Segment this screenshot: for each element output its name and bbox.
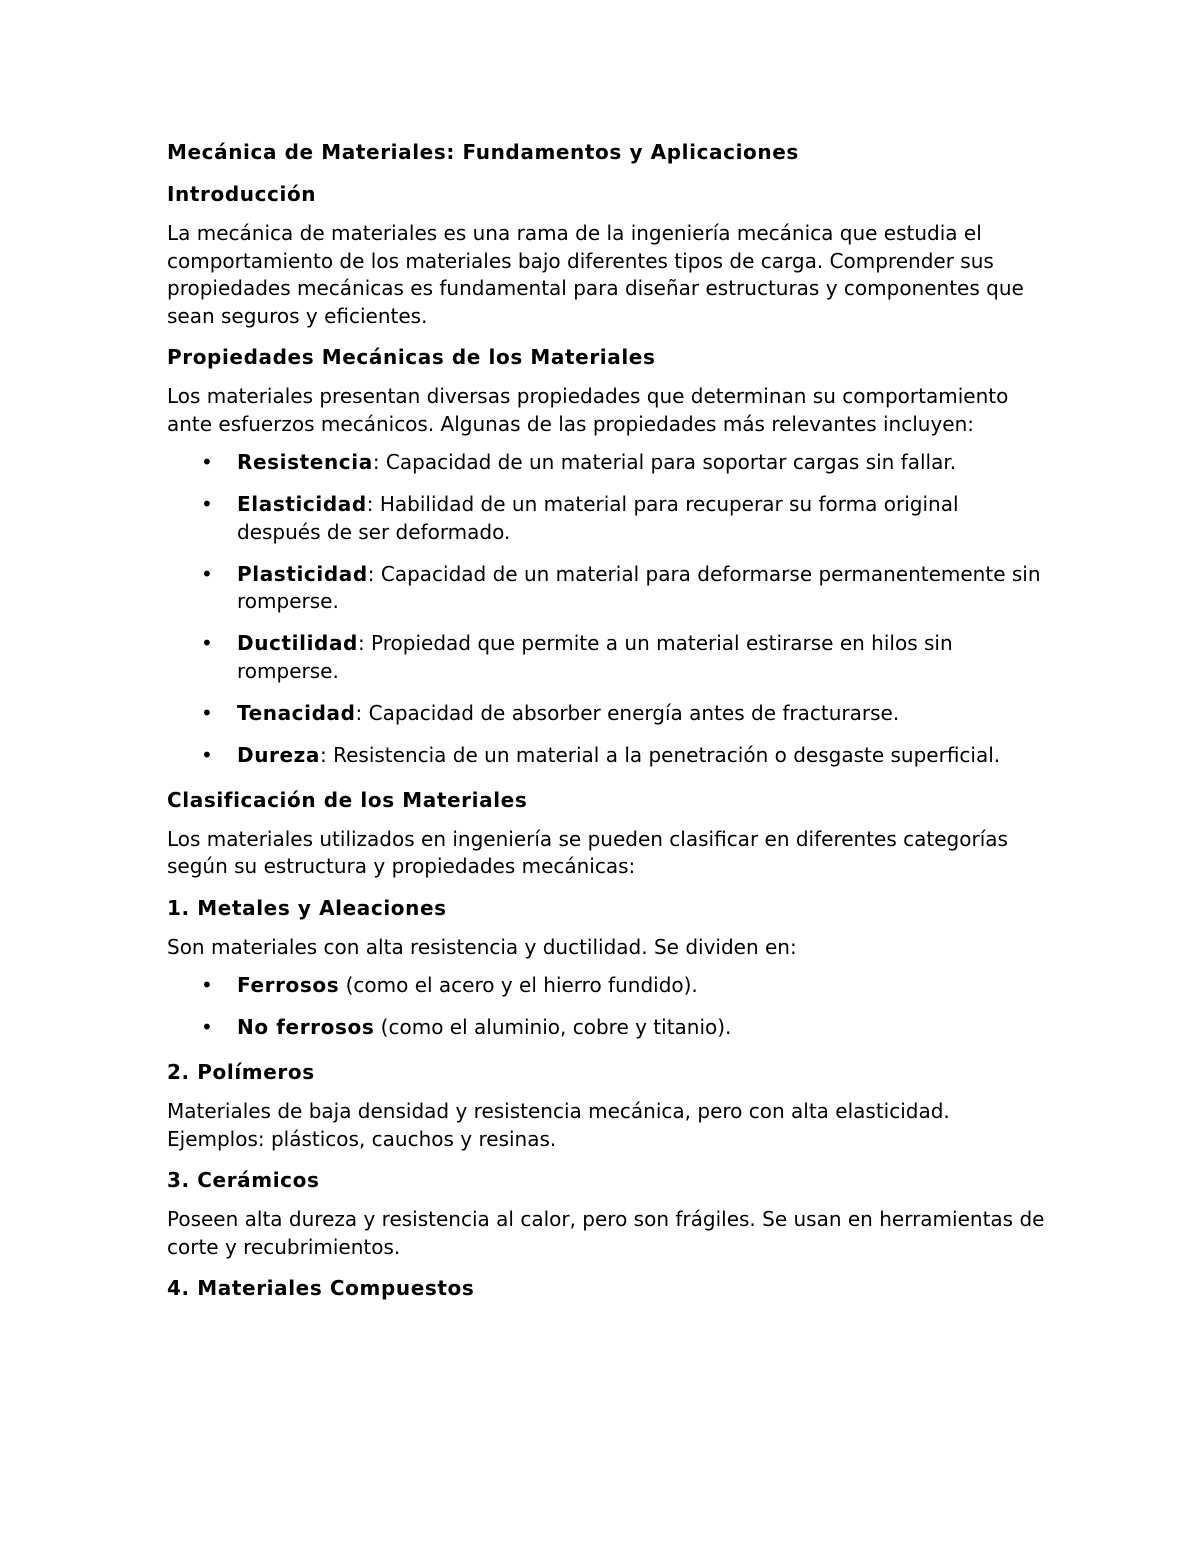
bullet-icon: •	[201, 973, 213, 997]
composites-heading: 4. Materiales Compuestos	[167, 1276, 475, 1300]
metals-list	[167, 972, 1047, 1042]
properties-heading: Propiedades Mecánicas de los Materiales	[167, 345, 656, 369]
list-item	[167, 742, 1047, 770]
list-item-term: No ferrosos	[237, 1015, 375, 1039]
bullet-icon: •	[201, 561, 213, 586]
bullet-icon: •	[201, 450, 213, 474]
list-item-text: : Habilidad de un material para recuperar su forma original después de ser deformado.	[237, 492, 959, 544]
list-item-text: : Capacidad de un material para deformarse permanentemente sin romperse.	[237, 561, 1041, 613]
intro-heading: Introducción	[167, 182, 317, 206]
list-item-term: Ferrosos	[237, 973, 340, 997]
bullet-icon: •	[201, 742, 213, 767]
list-item-term: Ductilidad	[237, 631, 358, 655]
list-item-text: (como el acero y el hierro fundido).	[339, 973, 698, 997]
list-item-text: : Capacidad de absorber energía antes de fracturarse.	[355, 700, 900, 725]
bullet-icon: •	[201, 492, 213, 516]
bullet-icon: •	[201, 631, 213, 655]
bullet-icon: •	[201, 1015, 213, 1039]
list-item-text: (como el aluminio, cobre y titanio).	[374, 1015, 732, 1039]
list-item	[167, 561, 1047, 616]
bullet-icon: •	[201, 700, 213, 725]
properties-list	[167, 449, 1047, 769]
classification-paragraph: Los materiales utilizados en ingeniería se pueden clasificar en diferentes categorías según su estructura y propiedades mecánicas:	[167, 826, 1008, 878]
polymers-paragraph: Materiales de baja densidad y resistencia mecánica, pero con alta elasticidad. Ejemplos: plásticos, cauchos y resinas.	[167, 1099, 950, 1151]
intro-paragraph: La mecánica de materiales es una rama de la ingeniería mecánica que estudia el comportamiento de los materiales bajo diferentes tipos de carga. Comprender sus propiedades mecánicas es fundamental para diseñar estructuras y componentes que sean seguros y eficientes.	[167, 221, 1024, 328]
list-item	[167, 700, 1047, 728]
ceramics-paragraph: Poseen alta dureza y resistencia al calor, pero son frágiles. Se usan en herramientas de corte y recubrimientos.	[167, 1207, 1045, 1259]
list-item	[167, 491, 1047, 546]
polymers-heading: 2. Polímeros	[167, 1060, 315, 1084]
metals-paragraph: Son materiales con alta resistencia y ductilidad. Se dividen en:	[167, 934, 797, 959]
ceramics-heading: 3. Cerámicos	[167, 1168, 320, 1192]
list-item	[167, 972, 1047, 1000]
properties-paragraph: Los materiales presentan diversas propiedades que determinan su comportamiento ante esfuerzos mecánicos. Algunas de las propiedades más relevantes incluyen:	[167, 384, 1009, 436]
document-title: Mecánica de Materiales: Fundamentos y Aplicaciones	[167, 140, 799, 164]
classification-heading: Clasificación de los Materiales	[167, 787, 528, 812]
list-item-text: : Resistencia de un material a la penetración o desgaste superficial.	[320, 742, 1001, 767]
list-item-term: Dureza	[237, 742, 321, 767]
list-item-text: : Propiedad que permite a un material estirarse en hilos sin romperse.	[237, 631, 953, 683]
list-item-term: Elasticidad	[237, 492, 367, 516]
list-item-text: : Capacidad de un material para soportar cargas sin fallar.	[372, 450, 957, 474]
list-item	[167, 449, 1047, 477]
metals-heading: 1. Metales y Aleaciones	[167, 895, 447, 920]
list-item-term: Plasticidad	[237, 561, 368, 586]
list-item-term: Tenacidad	[237, 700, 356, 725]
list-item	[167, 1014, 1047, 1042]
document-page	[167, 136, 1047, 1314]
list-item-term: Resistencia	[237, 450, 373, 474]
list-item	[167, 630, 1047, 685]
